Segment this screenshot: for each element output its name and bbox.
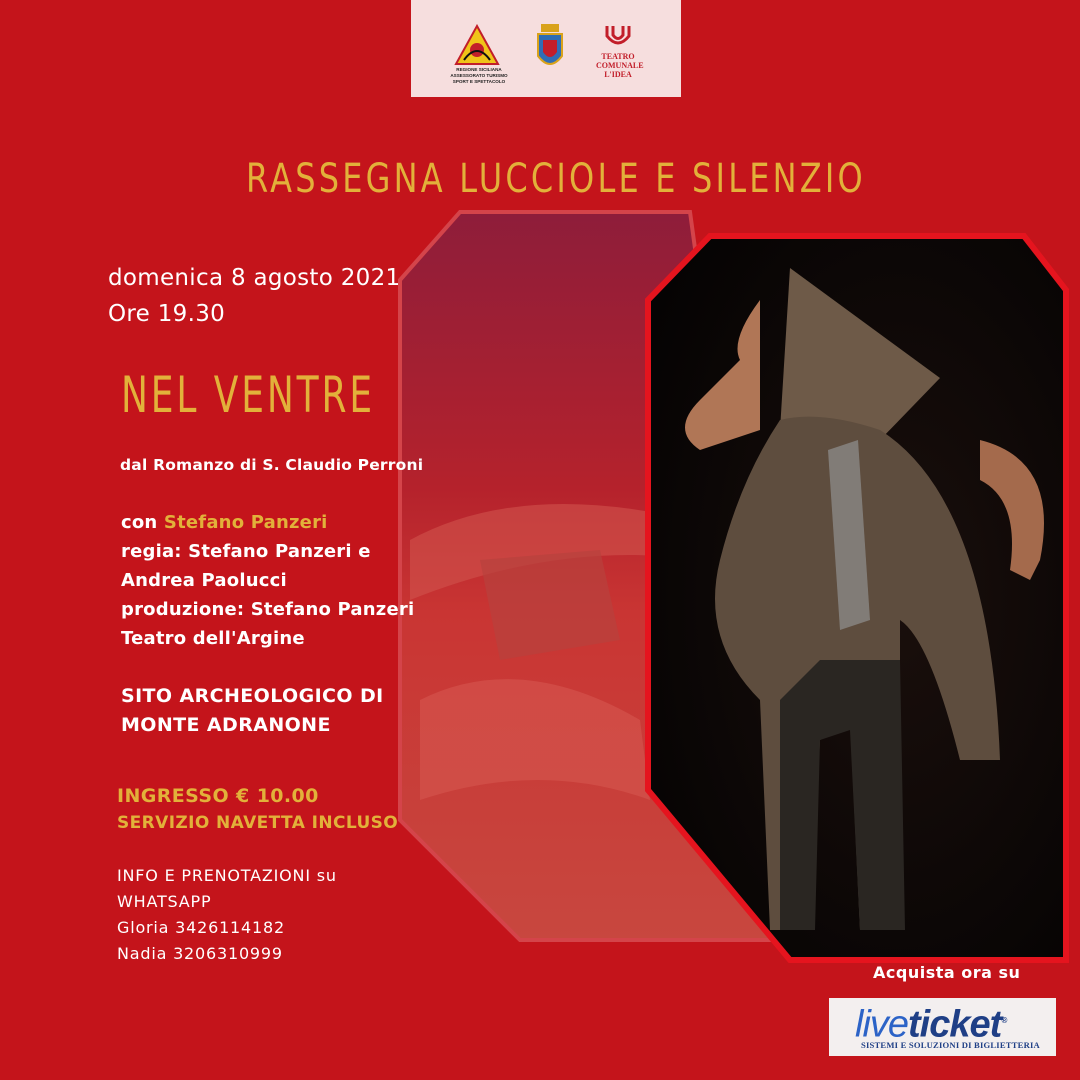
- credits-block: [121, 508, 414, 653]
- liveticket-tagline: SISTEMI E SOLUZIONI DI BIGLIETTERIA: [861, 1040, 1040, 1050]
- performer-name: Stefano Panzeri: [163, 512, 328, 533]
- price-block: [117, 783, 398, 837]
- venue: SITO ARCHEOLOGICO DI MONTE ADRANONE: [121, 685, 384, 736]
- buy-label: Acquista ora su: [873, 963, 1021, 982]
- production-line-2: Teatro dell'Argine: [121, 628, 305, 649]
- booking-info: INFO E PRENOTAZIONI su WHATSAPP Gloria 3426114182 Nadia 3206310999: [117, 863, 337, 967]
- liveticket-wordmark: liveticket®: [855, 1003, 1007, 1046]
- region-text: REGIONE SICILIANA ASSESSORATO TURISMO SPORT E SPETTACOLO: [450, 67, 508, 84]
- direction-line: regia: Stefano Panzeri e: [121, 541, 371, 562]
- event-time: Ore 19.30: [108, 301, 226, 327]
- novel-credit: dal Romanzo di S. Claudio Perroni: [120, 456, 424, 474]
- shuttle-note: SERVIZIO NAVETTA INCLUSO: [117, 813, 399, 833]
- direction-line-2: Andrea Paolucci: [121, 570, 287, 591]
- contact-nadia: Nadia 3206310999: [117, 944, 283, 963]
- contact-gloria: Gloria 3426114182: [117, 918, 285, 937]
- festival-title: RASSEGNA LUCCIOLE E SILENZIO: [246, 156, 866, 202]
- show-title: NEL VENTRE: [121, 366, 376, 424]
- liveticket-logo[interactable]: [829, 998, 1056, 1056]
- event-date: domenica 8 agosto 2021: [108, 265, 401, 291]
- ticket-price: INGRESSO € 10.00: [117, 785, 319, 807]
- production-line: produzione: Stefano Panzeri: [121, 599, 415, 620]
- performer-line: con Stefano Panzeri: [121, 512, 328, 533]
- theatre-name: TEATRO COMUNALE L'IDEA: [596, 52, 644, 79]
